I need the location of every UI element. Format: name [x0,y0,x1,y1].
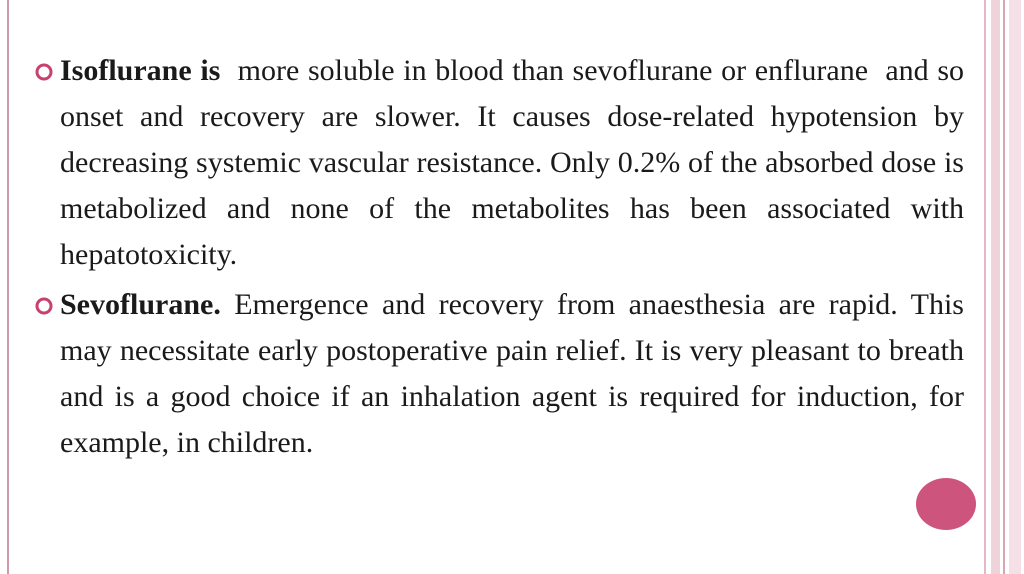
ring-bullet-icon [34,62,54,82]
paragraph-isoflurane [34,48,972,278]
paragraph-sevoflurane [34,282,972,466]
paragraph-lead: Isoflurane is [60,54,221,87]
band-stripe [991,0,1000,574]
band-stripe [1009,0,1021,574]
paragraph-text: more soluble in blood than sevoflurane or enflurane and so onset and recovery are slower. It causes dose-related hypotension by decreasing systemic vascular resistance. Only 0.2% of the absorbed dose is metabolized and none of the metabolites has been associated with hepatotoxicity. [60,54,972,271]
ring-bullet-icon [34,296,54,316]
band-stripe [984,0,986,574]
left-frame-rule [7,0,9,574]
slide-body [34,48,972,470]
decorative-dot [916,478,976,530]
band-stripe [1003,0,1005,574]
paragraph-lead: Sevoflurane. [60,288,221,321]
paragraph-text: Emergence and recovery from anaesthesia are rapid. This may necessitate early postoperative pain relief. It is very pleasant to breath and is a good choice if an inhalation agent is required for induction, for example, in children. [60,288,972,459]
